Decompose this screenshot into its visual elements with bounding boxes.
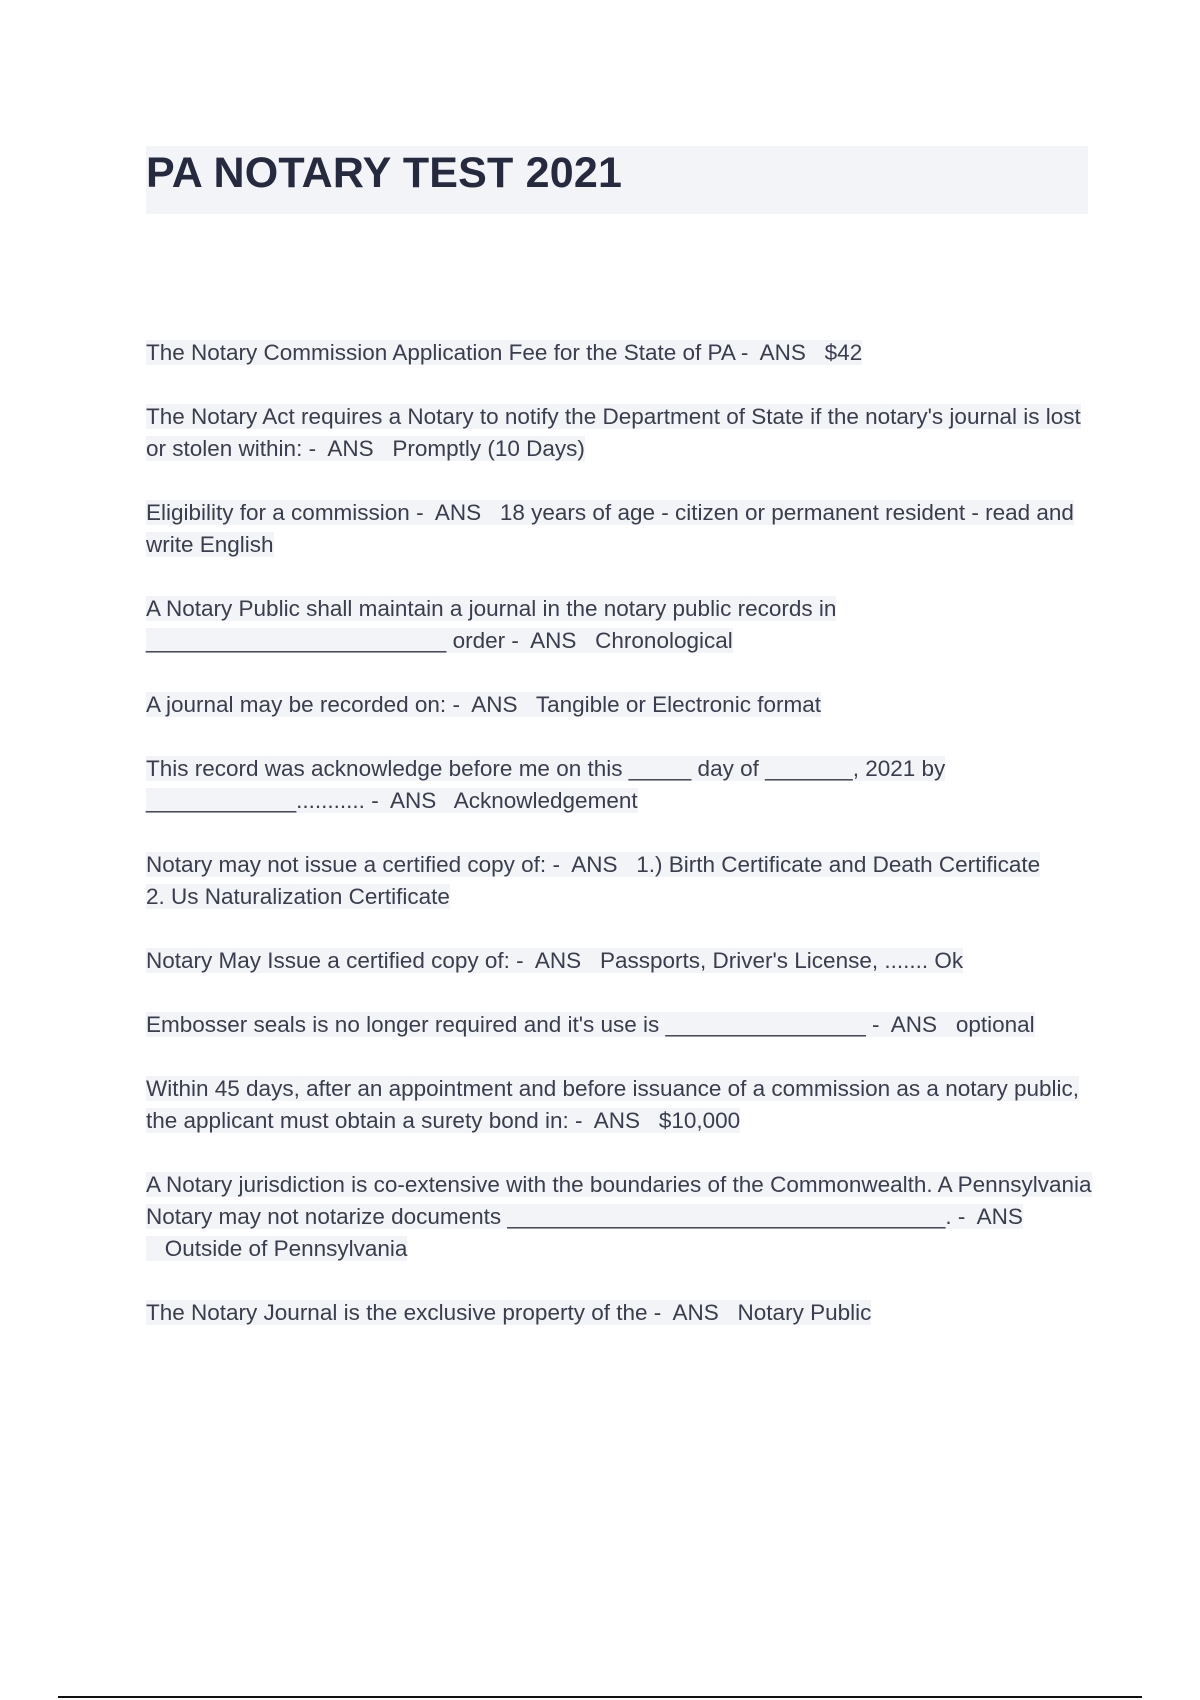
- question-text: A journal may be recorded on:: [146, 692, 447, 717]
- separator: [806, 340, 825, 365]
- answer-marker: ANS: [434, 500, 482, 525]
- question-text: Notary may not issue a certified copy of:: [146, 852, 547, 877]
- qa-item: [146, 1073, 1096, 1137]
- qa-item: [146, 497, 1096, 561]
- answer-marker: ANS: [530, 628, 577, 653]
- answer-marker: ANS: [593, 1108, 641, 1133]
- question-text: Notary May Issue a certified copy of:: [146, 948, 510, 973]
- separator: -: [364, 788, 390, 813]
- answer-marker: ANS: [471, 692, 518, 717]
- answer-text: 1.) Birth Certificate and Death Certificate 2. Us Naturalization Certificate: [146, 852, 1041, 909]
- separator: [581, 948, 600, 973]
- qa-item: [146, 593, 1096, 657]
- answer-marker: ANS: [327, 436, 374, 461]
- separator: -: [568, 1108, 594, 1133]
- separator: -: [546, 852, 572, 877]
- separator: [146, 1236, 165, 1261]
- answer-marker: ANS: [759, 340, 806, 365]
- qa-text: [146, 692, 821, 717]
- answer-text: Notary Public: [737, 1300, 872, 1325]
- separator: [436, 788, 454, 813]
- qa-text: [146, 340, 862, 365]
- separator: -: [505, 628, 531, 653]
- qa-text: [146, 852, 1040, 909]
- separator: [937, 1012, 956, 1037]
- answer-text: Tangible or Electronic format: [535, 692, 821, 717]
- answer-marker: ANS: [389, 788, 437, 813]
- qa-text: [146, 1012, 1035, 1037]
- qa-text: [146, 404, 1081, 461]
- separator: [640, 1108, 659, 1133]
- answer-text: Outside of Pennsylvania: [164, 1236, 408, 1261]
- page-title: PA NOTARY TEST 2021: [146, 149, 623, 197]
- qa-item: [146, 401, 1096, 465]
- separator: -: [302, 436, 328, 461]
- separator: -: [446, 692, 472, 717]
- qa-text: [146, 596, 836, 653]
- separator: -: [865, 1012, 891, 1037]
- qa-text: [146, 1172, 1092, 1261]
- separator: -: [734, 340, 760, 365]
- question-text: This record was acknowledge before me on this _____ day of _______, 2021 by ____________...........: [146, 756, 946, 813]
- question-text: Within 45 days, after an appointment and before issuance of a commission as a notary public, the applicant must obtain a surety bond in:: [146, 1076, 1080, 1133]
- answer-text: $10,000: [658, 1108, 741, 1133]
- qa-item: [146, 945, 1096, 977]
- separator: -: [647, 1300, 673, 1325]
- qa-text: [146, 500, 1074, 557]
- answer-marker: ANS: [571, 852, 618, 877]
- question-text: A Notary jurisdiction is co-extensive with the boundaries of the Commonwealth. A Pennsylvania Notary may not notarize documents ___________________________________.: [146, 1172, 1092, 1229]
- question-text: The Notary Journal is the exclusive property of the: [146, 1300, 648, 1325]
- answer-marker: ANS: [672, 1300, 719, 1325]
- footer-rule: [58, 1696, 1142, 1698]
- answer-text: optional: [955, 1012, 1035, 1037]
- qa-text: [146, 756, 945, 813]
- question-text: Eligibility for a commission: [146, 500, 410, 525]
- qa-item: [146, 753, 1096, 817]
- qa-item: [146, 1169, 1096, 1265]
- question-text: The Notary Act requires a Notary to notify the Department of State if the notary's journal is lost or stolen within:: [146, 404, 1081, 461]
- separator: [374, 436, 393, 461]
- separator: -: [509, 948, 535, 973]
- qa-text: [146, 1076, 1079, 1133]
- separator: [517, 692, 535, 717]
- question-answer-list: [146, 337, 1096, 1361]
- question-text: Embosser seals is no longer required and it's use is ________________: [146, 1012, 866, 1037]
- answer-marker: ANS: [976, 1204, 1023, 1229]
- answer-text: Promptly (10 Days): [392, 436, 585, 461]
- answer-text: Chronological: [595, 628, 733, 653]
- question-text: A Notary Public shall maintain a journal in the notary public records in ________________________ order: [146, 596, 837, 653]
- qa-text: [146, 948, 963, 973]
- separator: [719, 1300, 738, 1325]
- qa-item: [146, 689, 1096, 721]
- answer-marker: ANS: [534, 948, 582, 973]
- answer-text: 18 years of age - citizen or permanent resident - read and write English: [146, 500, 1074, 557]
- answer-text: $42: [824, 340, 863, 365]
- qa-item: [146, 1297, 1096, 1329]
- question-text: The Notary Commission Application Fee for the State of PA: [146, 340, 735, 365]
- separator: [576, 628, 595, 653]
- separator: [481, 500, 500, 525]
- answer-marker: ANS: [890, 1012, 938, 1037]
- separator: -: [951, 1204, 977, 1229]
- qa-item: [146, 1009, 1096, 1041]
- separator: [617, 852, 636, 877]
- qa-item: [146, 337, 1096, 369]
- qa-text: [146, 1300, 871, 1325]
- answer-text: Acknowledgement: [453, 788, 638, 813]
- answer-text: Passports, Driver's License, ....... Ok: [599, 948, 964, 973]
- separator: -: [409, 500, 435, 525]
- qa-item: [146, 849, 1096, 913]
